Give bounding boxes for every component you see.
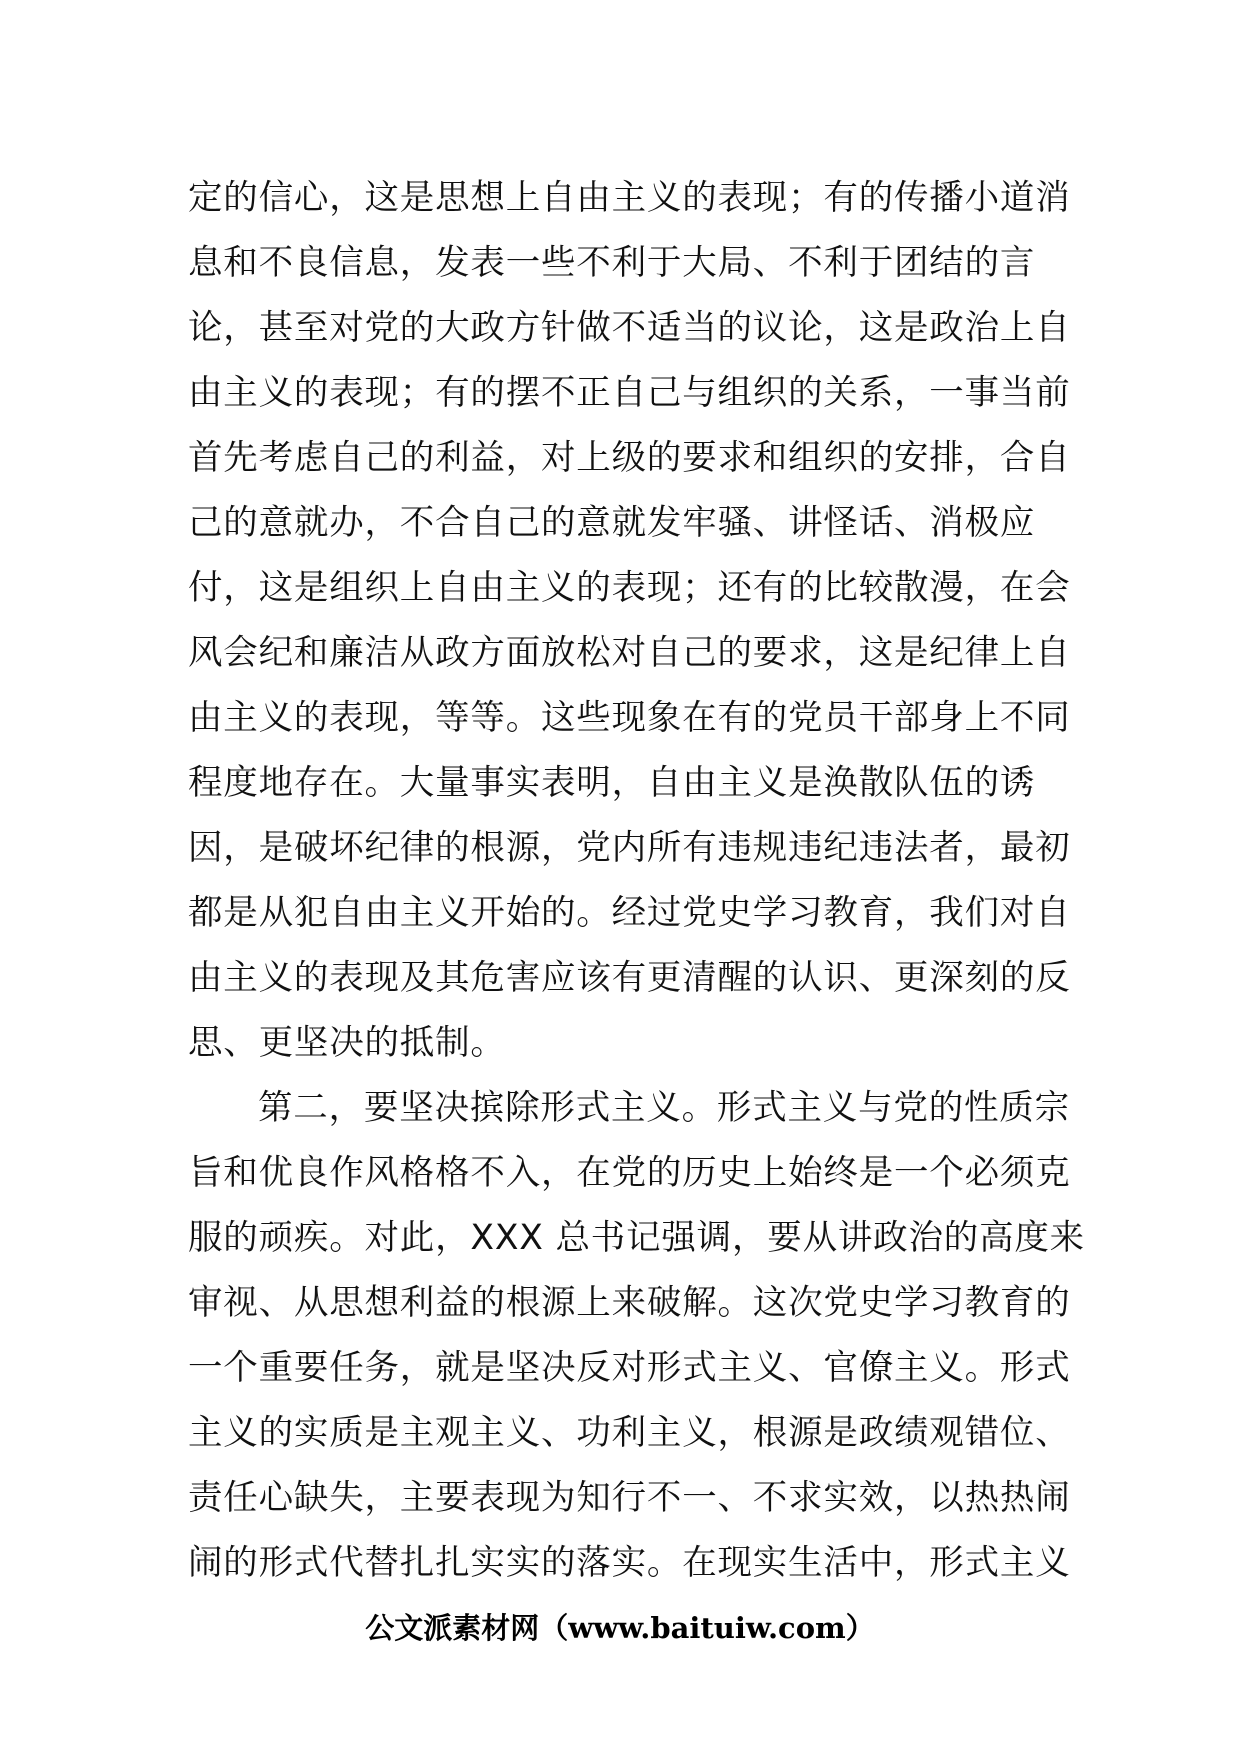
text-line: 定的信心，这是思想上自由主义的表现；有的传播小道消 — [188, 178, 1071, 218]
text-line: 程度地存在。大量事实表明，自由主义是涣散队伍的诱 — [188, 763, 1036, 803]
text-line: 由主义的表现；有的摆不正自己与组织的关系，一事当前 — [188, 373, 1071, 413]
text-line: 论，甚至对党的大政方针做不适当的议论，这是政治上自 — [188, 308, 1071, 348]
text-line: 责任心缺失，主要表现为知行不一、不求实效，以热热闹 — [188, 1478, 1071, 1518]
text-line: 己的意就办，不合自己的意就发牢骚、讲怪话、消极应 — [188, 503, 1036, 543]
paragraph-start-line: 第二，要坚决摈除形式主义。形式主义与党的性质宗 — [258, 1088, 1070, 1128]
text-line: 审视、从思想利益的根源上来破解。这次党史学习教育的 — [188, 1283, 1071, 1323]
text-line: 思、更坚决的抵制。 — [188, 1023, 506, 1063]
text-line: 首先考虑自己的利益，对上级的要求和组织的安排，合自 — [188, 438, 1071, 478]
text-line: 由主义的表现及其危害应该有更清醒的认识、更深刻的反 — [188, 958, 1071, 998]
text-line: 主义的实质是主观主义、功利主义，根源是政绩观错位、 — [188, 1413, 1071, 1453]
text-line: 闹的形式代替扎扎实实的落实。在现实生活中，形式主义 — [188, 1543, 1071, 1583]
body-text — [188, 166, 1085, 1596]
text-line: 因，是破坏纪律的根源，党内所有违规违纪违法者，最初 — [188, 828, 1071, 868]
text-line: 风会纪和廉洁从政方面放松对自己的要求，这是纪律上自 — [188, 633, 1071, 673]
text-line: 由主义的表现，等等。这些现象在有的党员干部身上不同 — [188, 698, 1071, 738]
text-line: 都是从犯自由主义开始的。经过党史学习教育，我们对自 — [188, 893, 1071, 933]
text-line: 服的顽疾。对此，XXX 总书记强调，要从讲政治的高度来 — [188, 1218, 1085, 1258]
text-line: 息和不良信息，发表一些不利于大局、不利于团结的言 — [188, 243, 1036, 283]
text-line: 付，这是组织上自由主义的表现；还有的比较散漫，在会 — [188, 568, 1071, 608]
page-footer-watermark: 公文派素材网（www.baituiw.com） — [365, 1611, 875, 1645]
text-line: 旨和优良作风格格不入，在党的历史上始终是一个必须克 — [188, 1153, 1071, 1193]
text-line: 一个重要任务，就是坚决反对形式主义、官僚主义。形式 — [188, 1348, 1071, 1388]
